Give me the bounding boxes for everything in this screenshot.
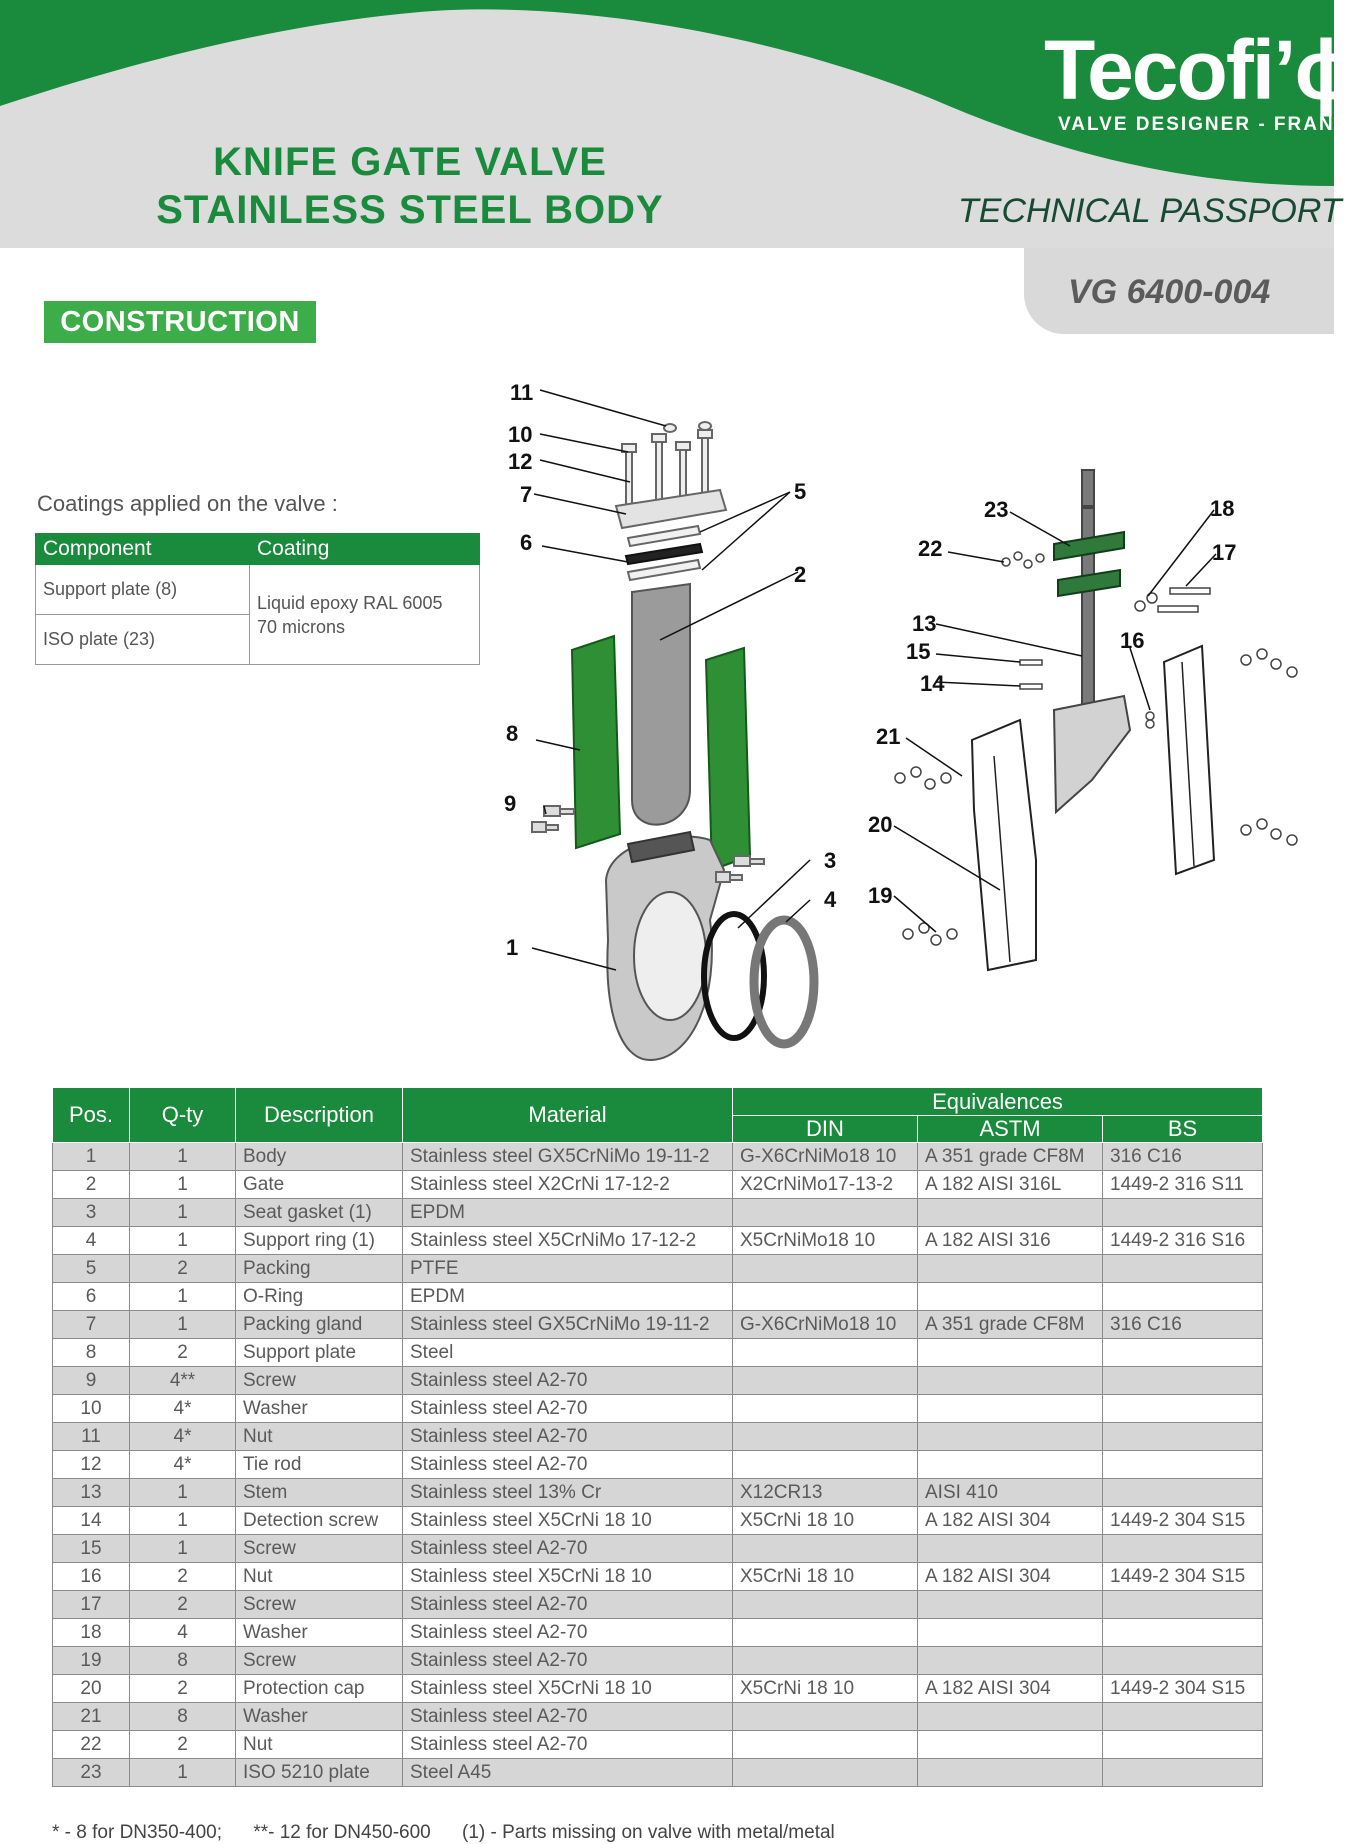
footnote-2: **- 12 for DN450-600	[253, 1822, 431, 1843]
cell-bs	[1103, 1479, 1263, 1507]
cell-description: Support ring (1)	[236, 1227, 403, 1255]
callout-label: 1	[506, 935, 519, 960]
cell-astm	[918, 1535, 1103, 1563]
cell-material: Stainless steel X5CrNiMo 17-12-2	[403, 1227, 733, 1255]
cell-qty: 4*	[130, 1451, 236, 1479]
callout-label: 18	[1210, 496, 1235, 521]
cell-material: Stainless steel A2-70	[403, 1703, 733, 1731]
cell-qty: 8	[130, 1703, 236, 1731]
cell-din	[733, 1339, 918, 1367]
cell-pos: 11	[53, 1423, 130, 1451]
cell-din	[733, 1759, 918, 1787]
cell-qty: 1	[130, 1171, 236, 1199]
coating-line-1: Liquid epoxy RAL 6005	[257, 592, 443, 613]
cell-din: X5CrNi 18 10	[733, 1675, 918, 1703]
cell-bs: 1449-2 304 S15	[1103, 1675, 1263, 1703]
callout-label: 19	[868, 883, 893, 908]
cell-description: Gate	[236, 1171, 403, 1199]
cell-qty: 2	[130, 1675, 236, 1703]
table-row	[53, 1339, 1263, 1367]
footnotes	[52, 1822, 861, 1844]
cell-description: Nut	[236, 1731, 403, 1759]
cell-pos: 8	[53, 1339, 130, 1367]
cell-bs	[1103, 1647, 1263, 1675]
cell-description: Nut	[236, 1563, 403, 1591]
cell-bs	[1103, 1535, 1263, 1563]
cell-description: Packing	[236, 1255, 403, 1283]
cell-astm	[918, 1619, 1103, 1647]
cell-qty: 1	[130, 1227, 236, 1255]
cell-bs	[1103, 1451, 1263, 1479]
callout-label: 8	[506, 721, 519, 746]
coatings-header-coating: Coating	[250, 534, 480, 565]
cell-description: Tie rod	[236, 1451, 403, 1479]
callout-label: 9	[504, 791, 517, 816]
cell-astm	[918, 1759, 1103, 1787]
cell-material: Stainless steel GX5CrNiMo 19-11-2	[403, 1311, 733, 1339]
footnote-1: * - 8 for DN350-400;	[52, 1822, 223, 1843]
cell-bs: 1449-2 316 S11	[1103, 1171, 1263, 1199]
table-row	[53, 1591, 1263, 1619]
cell-astm: A 182 AISI 316	[918, 1227, 1103, 1255]
cell-qty: 8	[130, 1647, 236, 1675]
cell-din	[733, 1535, 918, 1563]
cell-din: X12CR13	[733, 1479, 918, 1507]
cell-astm: AISI 410	[918, 1479, 1103, 1507]
cell-description: Washer	[236, 1703, 403, 1731]
table-row	[53, 1395, 1263, 1423]
table-row	[53, 1255, 1263, 1283]
cell-bs	[1103, 1703, 1263, 1731]
coatings-component: ISO plate (23)	[36, 615, 250, 665]
cell-qty: 2	[130, 1339, 236, 1367]
callout-label: 4	[824, 887, 837, 912]
cell-bs	[1103, 1619, 1263, 1647]
cell-astm	[918, 1395, 1103, 1423]
cell-din: X5CrNi 18 10	[733, 1563, 918, 1591]
coatings-header-component: Component	[36, 534, 250, 565]
cell-description: Body	[236, 1143, 403, 1171]
cell-din	[733, 1199, 918, 1227]
cell-description: Screw	[236, 1647, 403, 1675]
document-title	[130, 138, 690, 234]
cell-bs: 316 C16	[1103, 1311, 1263, 1339]
cell-description: Detection screw	[236, 1507, 403, 1535]
header-material: Material	[403, 1088, 733, 1143]
callout-label: 6	[520, 530, 533, 555]
callout-label: 21	[876, 724, 901, 749]
table-row	[53, 1367, 1263, 1395]
logo-mark: ’ɸ	[1273, 23, 1355, 117]
table-row	[53, 1171, 1263, 1199]
cell-pos: 4	[53, 1227, 130, 1255]
page-header	[0, 0, 1355, 248]
cell-qty: 1	[130, 1759, 236, 1787]
callout-label: 3	[824, 848, 837, 873]
cell-pos: 10	[53, 1395, 130, 1423]
cell-material: Stainless steel A2-70	[403, 1591, 733, 1619]
cell-astm	[918, 1703, 1103, 1731]
exploded-view-diagram	[480, 360, 1334, 1080]
logo-text: Tecofi	[1044, 23, 1274, 117]
cell-qty: 4*	[130, 1423, 236, 1451]
cell-pos: 12	[53, 1451, 130, 1479]
cell-astm: A 351 grade CF8M	[918, 1311, 1103, 1339]
cell-astm	[918, 1591, 1103, 1619]
cell-pos: 17	[53, 1591, 130, 1619]
callout-label: 15	[906, 639, 931, 664]
cell-material: Stainless steel 13% Cr	[403, 1479, 733, 1507]
cell-description: Support plate	[236, 1339, 403, 1367]
left-assembly-drawing	[504, 380, 837, 1060]
table-row	[53, 1507, 1263, 1535]
cell-qty: 2	[130, 1255, 236, 1283]
cell-description: Screw	[236, 1367, 403, 1395]
table-row	[53, 1675, 1263, 1703]
table-row	[53, 1731, 1263, 1759]
cell-bs: 1449-2 304 S15	[1103, 1507, 1263, 1535]
callout-label: 23	[984, 497, 1009, 522]
cell-material: Stainless steel X5CrNi 18 10	[403, 1563, 733, 1591]
cell-pos: 2	[53, 1171, 130, 1199]
table-row	[53, 1423, 1263, 1451]
cell-din: G-X6CrNiMo18 10	[733, 1311, 918, 1339]
cell-material: Stainless steel A2-70	[403, 1395, 733, 1423]
cell-din	[733, 1255, 918, 1283]
cell-astm: A 182 AISI 304	[918, 1675, 1103, 1703]
cell-pos: 6	[53, 1283, 130, 1311]
cell-qty: 1	[130, 1311, 236, 1339]
cell-qty: 2	[130, 1563, 236, 1591]
cell-qty: 2	[130, 1591, 236, 1619]
cell-astm	[918, 1367, 1103, 1395]
cell-material: PTFE	[403, 1255, 733, 1283]
cell-description: Washer	[236, 1619, 403, 1647]
cell-astm	[918, 1731, 1103, 1759]
company-logo	[1044, 23, 1355, 117]
cell-qty: 1	[130, 1199, 236, 1227]
cell-description: Packing gland	[236, 1311, 403, 1339]
cell-pos: 5	[53, 1255, 130, 1283]
cell-bs	[1103, 1591, 1263, 1619]
table-row	[53, 1283, 1263, 1311]
cell-description: O-Ring	[236, 1283, 403, 1311]
cell-description: Screw	[236, 1591, 403, 1619]
cell-pos: 13	[53, 1479, 130, 1507]
cell-bs	[1103, 1255, 1263, 1283]
cell-pos: 19	[53, 1647, 130, 1675]
cell-material: Stainless steel X2CrNi 17-12-2	[403, 1171, 733, 1199]
table-row	[53, 1647, 1263, 1675]
cell-qty: 4*	[130, 1395, 236, 1423]
cell-pos: 16	[53, 1563, 130, 1591]
cell-din	[733, 1731, 918, 1759]
cell-description: Seat gasket (1)	[236, 1199, 403, 1227]
cell-description: Stem	[236, 1479, 403, 1507]
cell-astm	[918, 1647, 1103, 1675]
reference-number: VG 6400-004	[1068, 273, 1271, 311]
cell-pos: 1	[53, 1143, 130, 1171]
cell-bs: 316 C16	[1103, 1143, 1263, 1171]
coatings-value	[250, 565, 480, 665]
table-row	[53, 1311, 1263, 1339]
cell-description: Protection cap	[236, 1675, 403, 1703]
cell-material: Stainless steel A2-70	[403, 1367, 733, 1395]
cell-pos: 14	[53, 1507, 130, 1535]
cell-qty: 1	[130, 1535, 236, 1563]
cell-material: Stainless steel X5CrNi 18 10	[403, 1507, 733, 1535]
cell-bs: 1449-2 316 S16	[1103, 1227, 1263, 1255]
cell-material: EPDM	[403, 1283, 733, 1311]
cell-pos: 15	[53, 1535, 130, 1563]
cell-din: X2CrNiMo17-13-2	[733, 1171, 918, 1199]
cell-qty: 4**	[130, 1367, 236, 1395]
callout-label: 7	[520, 482, 533, 507]
cell-description: Washer	[236, 1395, 403, 1423]
cell-bs	[1103, 1283, 1263, 1311]
callout-label: 11	[510, 380, 534, 405]
cell-material: Stainless steel GX5CrNiMo 19-11-2	[403, 1143, 733, 1171]
cell-astm: A 182 AISI 304	[918, 1507, 1103, 1535]
cell-din: G-X6CrNiMo18 10	[733, 1143, 918, 1171]
footnote-3: (1) - Parts missing on valve with metal/metal	[462, 1822, 835, 1843]
cell-qty: 1	[130, 1143, 236, 1171]
cell-astm: A 351 grade CF8M	[918, 1143, 1103, 1171]
header-bs: BS	[1103, 1116, 1263, 1143]
cell-astm	[918, 1339, 1103, 1367]
coatings-component: Support plate (8)	[36, 565, 250, 615]
callout-label: 5	[794, 479, 807, 504]
parts-table	[52, 1087, 1263, 1787]
cell-material: Stainless steel A2-70	[403, 1647, 733, 1675]
cell-astm	[918, 1255, 1103, 1283]
callout-label: 14	[920, 671, 945, 696]
cell-astm	[918, 1423, 1103, 1451]
table-row	[53, 1759, 1263, 1787]
header-equivalences: Equivalences	[733, 1088, 1263, 1116]
coating-line-2: 70 microns	[257, 616, 346, 637]
cell-pos: 9	[53, 1367, 130, 1395]
section-label: CONSTRUCTION	[44, 301, 316, 343]
cell-astm	[918, 1451, 1103, 1479]
cell-material: Stainless steel A2-70	[403, 1619, 733, 1647]
cell-bs: 1449-2 304 S15	[1103, 1563, 1263, 1591]
cell-qty: 1	[130, 1283, 236, 1311]
header-din: DIN	[733, 1116, 918, 1143]
callout-label: 17	[1212, 540, 1237, 565]
cell-bs	[1103, 1339, 1263, 1367]
callout-label: 16	[1120, 628, 1145, 653]
table-row	[53, 1199, 1263, 1227]
cell-material: EPDM	[403, 1199, 733, 1227]
cell-material: Stainless steel A2-70	[403, 1731, 733, 1759]
header-astm: ASTM	[918, 1116, 1103, 1143]
callout-label: 12	[508, 449, 533, 474]
header-qty: Q-ty	[130, 1088, 236, 1143]
title-line-1: KNIFE GATE VALVE	[213, 140, 607, 184]
cell-bs	[1103, 1759, 1263, 1787]
cell-pos: 3	[53, 1199, 130, 1227]
cell-bs	[1103, 1367, 1263, 1395]
cell-bs	[1103, 1423, 1263, 1451]
coatings-table	[35, 533, 480, 665]
cell-pos: 23	[53, 1759, 130, 1787]
table-row	[53, 1535, 1263, 1563]
cell-qty: 1	[130, 1479, 236, 1507]
cell-din	[733, 1395, 918, 1423]
cell-material: Stainless steel A2-70	[403, 1535, 733, 1563]
cell-din	[733, 1451, 918, 1479]
header-description: Description	[236, 1088, 403, 1143]
cell-bs	[1103, 1731, 1263, 1759]
cell-din	[733, 1283, 918, 1311]
callout-label: 2	[794, 562, 807, 587]
table-row	[53, 1703, 1263, 1731]
table-row	[53, 1479, 1263, 1507]
table-row	[53, 1227, 1263, 1255]
parts-table-body	[53, 1143, 1263, 1787]
cell-din: X5CrNi 18 10	[733, 1507, 918, 1535]
right-assembly-drawing	[868, 470, 1297, 970]
cell-pos: 7	[53, 1311, 130, 1339]
cell-din	[733, 1619, 918, 1647]
cell-qty: 4	[130, 1619, 236, 1647]
coatings-title: Coatings applied on the valve :	[37, 491, 338, 516]
cell-pos: 20	[53, 1675, 130, 1703]
table-row	[53, 1143, 1263, 1171]
cell-astm: A 182 AISI 316L	[918, 1171, 1103, 1199]
cell-bs	[1103, 1395, 1263, 1423]
title-line-2: STAINLESS STEEL BODY	[156, 188, 664, 232]
table-row	[53, 1451, 1263, 1479]
cell-astm: A 182 AISI 304	[918, 1563, 1103, 1591]
table-row	[53, 1563, 1263, 1591]
cell-material: Steel A45	[403, 1759, 733, 1787]
cell-pos: 18	[53, 1619, 130, 1647]
cell-material: Stainless steel A2-70	[403, 1451, 733, 1479]
callout-label: 10	[508, 422, 533, 447]
header-pos: Pos.	[53, 1088, 130, 1143]
logo-tagline: VALVE DESIGNER - FRAN	[1058, 114, 1335, 135]
cell-qty: 2	[130, 1731, 236, 1759]
reference-tab	[1024, 248, 1334, 334]
cell-material: Stainless steel A2-70	[403, 1423, 733, 1451]
cell-din	[733, 1703, 918, 1731]
cell-description: Nut	[236, 1423, 403, 1451]
table-row	[53, 1619, 1263, 1647]
cell-qty: 1	[130, 1507, 236, 1535]
cell-din	[733, 1647, 918, 1675]
cell-din	[733, 1591, 918, 1619]
cell-din	[733, 1367, 918, 1395]
cell-astm	[918, 1283, 1103, 1311]
callout-label: 22	[918, 536, 943, 561]
cell-description: Screw	[236, 1535, 403, 1563]
cell-din: X5CrNiMo18 10	[733, 1227, 918, 1255]
callout-label: 20	[868, 812, 893, 837]
cell-bs	[1103, 1199, 1263, 1227]
cell-pos: 21	[53, 1703, 130, 1731]
cell-material: Stainless steel X5CrNi 18 10	[403, 1675, 733, 1703]
callout-label: 13	[912, 611, 937, 636]
cell-astm	[918, 1199, 1103, 1227]
cell-din	[733, 1423, 918, 1451]
cell-material: Steel	[403, 1339, 733, 1367]
cell-description: ISO 5210 plate	[236, 1759, 403, 1787]
document-subtitle: TECHNICAL PASSPORT	[958, 192, 1342, 230]
cell-pos: 22	[53, 1731, 130, 1759]
